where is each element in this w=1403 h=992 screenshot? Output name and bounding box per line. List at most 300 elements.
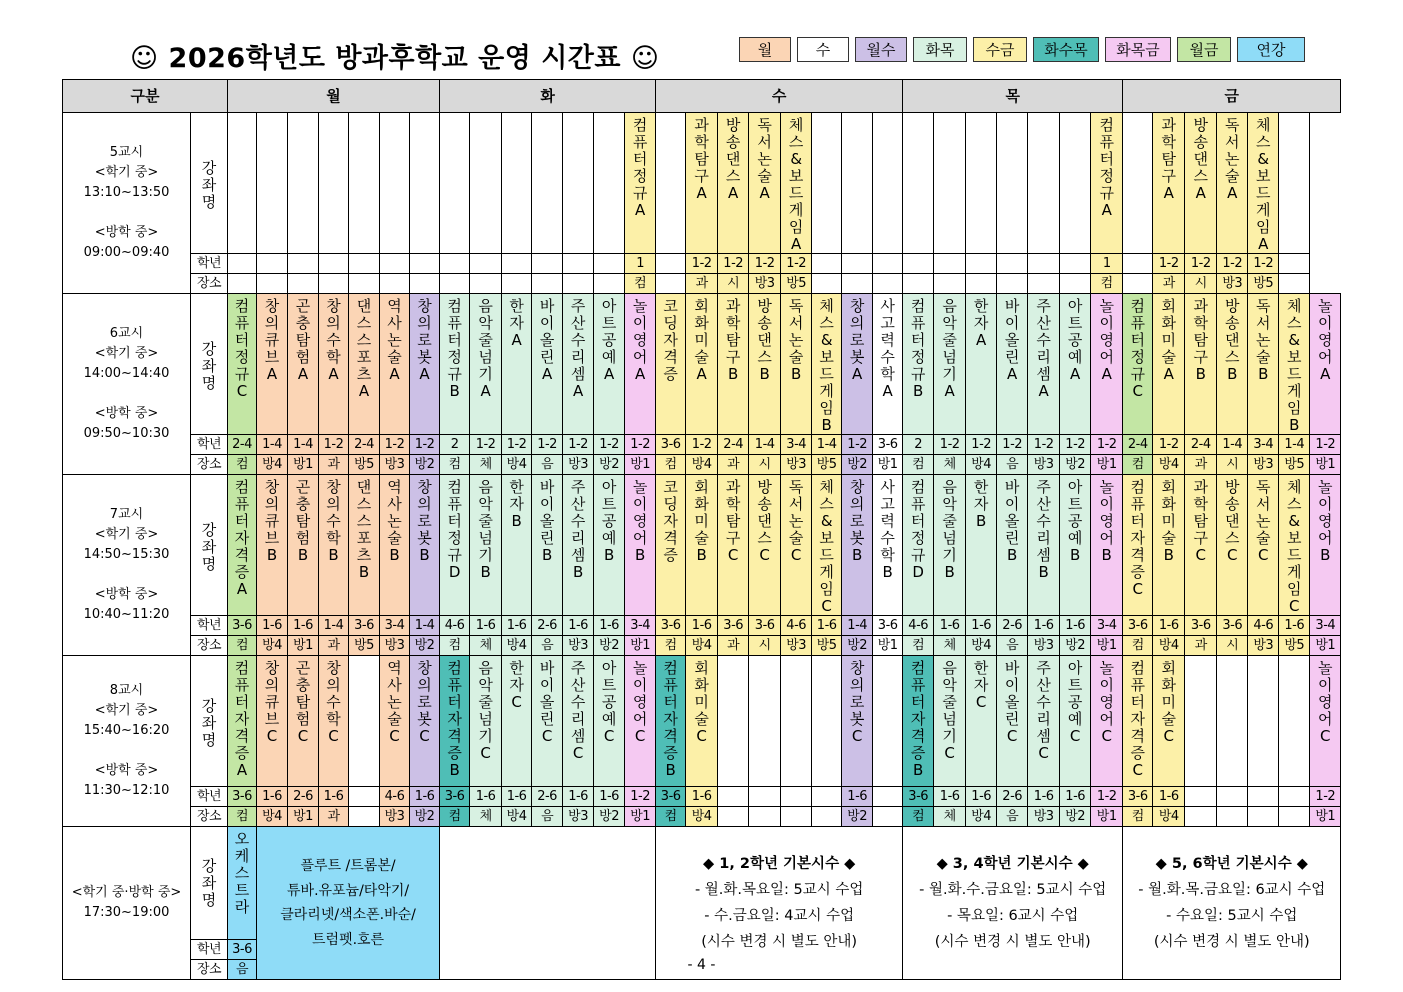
course-name-cell bbox=[718, 113, 749, 254]
course-name: 음악줄넘기B bbox=[942, 478, 957, 581]
course-name-label bbox=[191, 113, 228, 254]
course-grade bbox=[563, 254, 594, 274]
course-name-cell bbox=[319, 294, 349, 435]
course-name-cell bbox=[532, 475, 563, 616]
course-grade: 4-6 bbox=[440, 616, 470, 636]
course-name-cell bbox=[1185, 113, 1217, 254]
course-name: 창의로봇B bbox=[849, 478, 865, 564]
course-name-cell bbox=[532, 294, 563, 435]
period-label-term2: <방학 중> bbox=[94, 225, 159, 241]
course-place: 방4 bbox=[966, 636, 997, 656]
course-name-cell bbox=[410, 294, 440, 435]
course-place: 음 bbox=[997, 807, 1028, 827]
period-place-row bbox=[63, 807, 1341, 827]
course-grade: 3-4 bbox=[625, 616, 656, 636]
course-name-cell bbox=[1248, 113, 1279, 254]
course-grade: 3-6 bbox=[656, 435, 686, 455]
course-place: 체 bbox=[934, 455, 966, 475]
course-name: 체스&보드게임B bbox=[1287, 297, 1302, 434]
course-place: 컴 bbox=[1091, 274, 1123, 294]
course-name-cell bbox=[934, 294, 966, 435]
course-place: 음 bbox=[532, 455, 563, 475]
evening-period-label-text: <학기 중·방학 중> 17:30~19:00 bbox=[71, 884, 182, 920]
course-place: 과 bbox=[718, 636, 749, 656]
course-name-cell bbox=[1123, 113, 1153, 254]
notice-title: ◆ 3, 4학년 기본시수 ◆ bbox=[936, 856, 1089, 872]
course-place: 체 bbox=[470, 807, 502, 827]
course-name: 컴퓨터자격증C bbox=[1130, 659, 1145, 779]
course-name: 사고력수학A bbox=[880, 297, 895, 400]
course-grade: 1-2 bbox=[1153, 435, 1185, 455]
course-name-cell bbox=[349, 475, 380, 616]
course-name: 체스&보드게임B bbox=[819, 297, 834, 434]
course-grade: 1-2 bbox=[1248, 254, 1279, 274]
course-place: 과 bbox=[686, 274, 718, 294]
course-place: 방1 bbox=[1091, 455, 1123, 475]
course-grade: 1-2 bbox=[781, 254, 812, 274]
course-name-cell bbox=[410, 475, 440, 616]
course-name-cell bbox=[1153, 475, 1185, 616]
course-grade bbox=[1279, 787, 1310, 807]
course-place: 방1 bbox=[873, 636, 903, 656]
course-name-cell bbox=[502, 475, 532, 616]
course-name-cell bbox=[1185, 656, 1217, 787]
course-name: 창의로봇C bbox=[849, 659, 865, 745]
course-grade bbox=[873, 787, 903, 807]
course-name-cell bbox=[440, 294, 470, 435]
legend-item: 수 bbox=[797, 37, 849, 62]
course-name: 바이올린A bbox=[539, 297, 555, 383]
course-name-cell bbox=[1060, 294, 1091, 435]
course-grade: 1 bbox=[625, 254, 656, 274]
course-place: 방4 bbox=[686, 455, 718, 475]
course-name: 곤충탐험B bbox=[295, 478, 311, 564]
course-name: 한자C bbox=[973, 659, 989, 711]
header-row bbox=[63, 80, 1341, 113]
course-name-cell bbox=[228, 113, 257, 254]
course-name-cell bbox=[656, 656, 686, 787]
course-name-label-text: 강좌명 bbox=[201, 696, 217, 749]
course-name: 창의큐브B bbox=[264, 478, 280, 564]
course-place bbox=[873, 274, 903, 294]
course-grade bbox=[349, 254, 380, 274]
course-grade bbox=[1279, 254, 1310, 274]
course-name-cell bbox=[1123, 475, 1153, 616]
course-place: 컴 bbox=[903, 455, 934, 475]
course-grade: 1-2 bbox=[1060, 435, 1091, 455]
course-name: 곤충탐험C bbox=[295, 659, 311, 745]
course-place: 방2 bbox=[1060, 455, 1091, 475]
course-grade: 1-2 bbox=[532, 435, 563, 455]
course-place: 음 bbox=[228, 960, 257, 980]
course-grade bbox=[349, 787, 380, 807]
course-grade bbox=[380, 254, 410, 274]
course-name-cell bbox=[966, 113, 997, 254]
course-grade bbox=[594, 254, 625, 274]
course-place: 체 bbox=[934, 636, 966, 656]
course-place: 방4 bbox=[502, 636, 532, 656]
course-place: 시 bbox=[1217, 636, 1248, 656]
course-grade: 1-2 bbox=[1091, 787, 1123, 807]
course-grade: 1-2 bbox=[934, 435, 966, 455]
course-name: 창의수학A bbox=[326, 297, 341, 383]
course-place: 음 bbox=[997, 636, 1028, 656]
course-place: 방3 bbox=[1217, 274, 1248, 294]
course-name: 아트공예A bbox=[1067, 297, 1083, 383]
period-label-name: 5교시 bbox=[109, 144, 144, 160]
course-place: 컴 bbox=[656, 807, 686, 827]
course-grade: 1 bbox=[1091, 254, 1123, 274]
course-place: 방2 bbox=[1060, 636, 1091, 656]
course-place: 방4 bbox=[257, 807, 288, 827]
course-grade: 2-6 bbox=[997, 787, 1028, 807]
course-name-cell bbox=[656, 113, 686, 254]
course-grade: 1-2 bbox=[594, 435, 625, 455]
course-grade: 1-2 bbox=[686, 254, 718, 274]
course-name-cell bbox=[257, 294, 288, 435]
course-name-cell bbox=[563, 294, 594, 435]
course-name-cell bbox=[1248, 294, 1279, 435]
course-name-cell bbox=[502, 294, 532, 435]
course-name-label bbox=[191, 475, 228, 616]
course-name: 곤충탐험A bbox=[295, 297, 311, 383]
course-name-cell bbox=[470, 656, 502, 787]
course-name: 사고력수학B bbox=[880, 478, 895, 581]
course-name-cell bbox=[1217, 113, 1248, 254]
course-grade bbox=[1185, 787, 1217, 807]
course-grade: 1-4 bbox=[1217, 435, 1248, 455]
course-place: 방3 bbox=[380, 636, 410, 656]
course-grade bbox=[1248, 787, 1279, 807]
course-name: 한자A bbox=[973, 297, 989, 349]
course-name-cell bbox=[349, 656, 380, 787]
course-place: 방4 bbox=[686, 636, 718, 656]
course-name-cell bbox=[319, 656, 349, 787]
course-grade: 1-6 bbox=[470, 787, 502, 807]
course-name: 한자C bbox=[509, 659, 524, 711]
course-place bbox=[470, 274, 502, 294]
course-grade: 1-2 bbox=[966, 435, 997, 455]
course-name-label-text: 강좌명 bbox=[201, 339, 217, 392]
course-grade: 3-6 bbox=[349, 616, 380, 636]
course-name-cell bbox=[349, 294, 380, 435]
course-name-cell bbox=[842, 475, 873, 616]
course-name-cell bbox=[257, 113, 288, 254]
course-grade: 4-6 bbox=[781, 616, 812, 636]
course-name-cell bbox=[594, 113, 625, 254]
course-name-cell bbox=[873, 113, 903, 254]
course-grade: 3-6 bbox=[718, 616, 749, 636]
course-place: 체 bbox=[934, 807, 966, 827]
course-name-cell bbox=[1123, 294, 1153, 435]
course-grade: 1-2 bbox=[625, 787, 656, 807]
course-name: 체스&보드게임C bbox=[819, 478, 834, 615]
course-name: 독서논술A bbox=[757, 116, 772, 202]
course-name-cell bbox=[257, 656, 288, 787]
course-place: 방3 bbox=[380, 807, 410, 827]
course-grade: 1-2 bbox=[319, 435, 349, 455]
course-name: 음악줄넘기C bbox=[478, 659, 493, 762]
course-grade bbox=[903, 254, 934, 274]
course-name: 컴퓨터자격증B bbox=[447, 659, 462, 779]
course-name-cell bbox=[656, 475, 686, 616]
course-grade: 3-6 bbox=[440, 787, 470, 807]
course-name-cell bbox=[1217, 294, 1248, 435]
course-name-cell bbox=[873, 475, 903, 616]
course-name: 창의로봇C bbox=[417, 659, 432, 745]
course-grade bbox=[781, 787, 812, 807]
course-name: 독서논술C bbox=[788, 478, 804, 564]
notice-line: - 수.금요일: 4교시 수업 bbox=[704, 908, 855, 924]
course-grade: 1-6 bbox=[1028, 616, 1060, 636]
course-place bbox=[563, 274, 594, 294]
course-name-cell bbox=[1217, 475, 1248, 616]
course-grade bbox=[656, 254, 686, 274]
period-label bbox=[63, 475, 191, 656]
course-place: 컴 bbox=[440, 807, 470, 827]
course-name: 댄스스포츠A bbox=[356, 297, 372, 400]
notice-title: ◆ 1, 2학년 기본시수 ◆ bbox=[703, 856, 856, 872]
course-place: 과 bbox=[319, 636, 349, 656]
course-name: 아트공예A bbox=[601, 297, 617, 383]
header-day: 목 bbox=[903, 80, 1123, 113]
course-name: 과학탐구C bbox=[725, 478, 741, 564]
course-name-cell bbox=[1310, 656, 1341, 787]
course-name: 역사논술A bbox=[387, 297, 402, 383]
course-name: 놀이영어A bbox=[1099, 297, 1114, 383]
course-name: 놀이영어B bbox=[1318, 478, 1333, 564]
course-grade: 3-6 bbox=[228, 940, 257, 960]
course-place: 과 bbox=[1185, 636, 1217, 656]
course-place: 방1 bbox=[625, 807, 656, 827]
period-grade-row bbox=[63, 435, 1341, 455]
course-name: 과학탐구A bbox=[1161, 116, 1176, 202]
course-name-cell bbox=[842, 656, 873, 787]
notice-line: - 수요일: 5교시 수업 bbox=[1166, 908, 1298, 924]
course-place bbox=[966, 274, 997, 294]
course-place: 컴 bbox=[440, 455, 470, 475]
course-place: 방4 bbox=[1153, 455, 1185, 475]
course-name-cell bbox=[625, 113, 656, 254]
course-grade: 3-6 bbox=[1123, 616, 1153, 636]
course-grade bbox=[749, 787, 781, 807]
course-place: 과 bbox=[718, 455, 749, 475]
course-place bbox=[349, 274, 380, 294]
course-name-cell bbox=[1028, 656, 1060, 787]
course-name-cell bbox=[1185, 294, 1217, 435]
header-day: 화 bbox=[440, 80, 656, 113]
course-grade: 3-4 bbox=[1248, 435, 1279, 455]
course-grade: 1-2 bbox=[997, 435, 1028, 455]
course-name-cell bbox=[470, 113, 502, 254]
course-grade: 1-6 bbox=[1153, 616, 1185, 636]
course-name-cell bbox=[903, 475, 934, 616]
orchestra-instruments-text: 플루트 /트롬본/ 튜바.유포늄/타악기/ 클라리넷/색소폰.바순/ 트럼펫.호른 bbox=[280, 858, 416, 948]
course-place bbox=[228, 274, 257, 294]
course-place bbox=[1028, 274, 1060, 294]
course-place: 과 bbox=[319, 455, 349, 475]
course-name-cell bbox=[1153, 113, 1185, 254]
course-place: 시 bbox=[749, 636, 781, 656]
course-name-cell bbox=[228, 294, 257, 435]
course-name-cell bbox=[1123, 656, 1153, 787]
course-name-cell bbox=[997, 656, 1028, 787]
course-grade: 3-6 bbox=[656, 616, 686, 636]
period-label-time1: 15:40~16:20 bbox=[83, 722, 170, 738]
course-name-cell bbox=[966, 475, 997, 616]
period-label-term2: <방학 중> bbox=[94, 763, 159, 779]
course-grade bbox=[532, 254, 563, 274]
course-name-cell bbox=[656, 294, 686, 435]
course-name: 창의수학B bbox=[326, 478, 341, 564]
course-grade: 2-4 bbox=[718, 435, 749, 455]
course-grade: 1-6 bbox=[563, 787, 594, 807]
course-place: 방4 bbox=[257, 455, 288, 475]
course-grade: 1-6 bbox=[1060, 787, 1091, 807]
course-name-cell bbox=[934, 113, 966, 254]
course-grade: 1-2 bbox=[1028, 435, 1060, 455]
course-name-cell bbox=[934, 656, 966, 787]
notice-title: ◆ 5, 6학년 기본시수 ◆ bbox=[1155, 856, 1308, 872]
course-place: 방4 bbox=[966, 455, 997, 475]
course-place: 음 bbox=[997, 455, 1028, 475]
course-grade: 3-6 bbox=[228, 787, 257, 807]
course-name: 한자B bbox=[509, 478, 524, 530]
course-grade bbox=[1060, 254, 1091, 274]
course-place: 음 bbox=[532, 636, 563, 656]
course-place bbox=[1185, 807, 1217, 827]
course-name-cell bbox=[380, 475, 410, 616]
course-grade: 1-4 bbox=[749, 435, 781, 455]
course-grade: 2-4 bbox=[1123, 435, 1153, 455]
course-name: 독서논술B bbox=[788, 297, 804, 383]
course-name-cell bbox=[440, 113, 470, 254]
header-day: 월 bbox=[228, 80, 440, 113]
course-grade: 1-6 bbox=[410, 787, 440, 807]
course-grade: 1-4 bbox=[257, 435, 288, 455]
legend-item: 수금 bbox=[973, 37, 1027, 62]
course-grade bbox=[718, 787, 749, 807]
course-name: 컴퓨터자격증A bbox=[234, 478, 250, 598]
place-label: 장소 bbox=[191, 960, 228, 980]
course-name-cell bbox=[563, 656, 594, 787]
course-place bbox=[749, 807, 781, 827]
course-name-cell bbox=[686, 475, 718, 616]
period-label-time1: 14:50~15:30 bbox=[83, 546, 170, 562]
course-grade: 1-6 bbox=[288, 616, 319, 636]
course-grade: 1-2 bbox=[1091, 435, 1123, 455]
legend-item: 월수 bbox=[855, 37, 907, 62]
course-name: 방송댄스A bbox=[1193, 116, 1208, 202]
notice-line: - 월.화.수.금요일: 5교시 수업 bbox=[919, 882, 1107, 898]
course-name: 컴퓨터정규D bbox=[447, 478, 462, 581]
course-name: 역사논술B bbox=[387, 478, 402, 564]
course-name: 코딩자격증 bbox=[663, 478, 678, 564]
course-place bbox=[781, 807, 812, 827]
course-place bbox=[410, 274, 440, 294]
course-grade: 1-6 bbox=[502, 616, 532, 636]
course-grade: 1-2 bbox=[470, 435, 502, 455]
course-grade: 2-6 bbox=[288, 787, 319, 807]
course-grade: 1-2 bbox=[842, 435, 873, 455]
course-name-cell bbox=[228, 656, 257, 787]
course-name: 아트공예C bbox=[1067, 659, 1083, 745]
course-name: 컴퓨터정규C bbox=[234, 297, 250, 400]
period-label bbox=[63, 294, 191, 475]
course-name: 컴퓨터정규B bbox=[447, 297, 462, 400]
course-name: 한자A bbox=[509, 297, 524, 349]
course-grade: 1-2 bbox=[1310, 787, 1341, 807]
course-place: 컴 bbox=[1123, 636, 1153, 656]
course-grade: 2-6 bbox=[532, 616, 563, 636]
legend-item: 화목금 bbox=[1105, 37, 1171, 62]
course-name: 컴퓨터정규C bbox=[1130, 297, 1145, 400]
course-grade: 1-2 bbox=[1310, 435, 1341, 455]
place-label: 장소 bbox=[191, 636, 228, 656]
course-grade bbox=[257, 254, 288, 274]
course-place: 방2 bbox=[594, 455, 625, 475]
course-name: 댄스스포츠B bbox=[356, 478, 372, 581]
period-course-row bbox=[63, 475, 1341, 616]
course-place bbox=[873, 807, 903, 827]
course-place bbox=[1279, 807, 1310, 827]
course-name-cell bbox=[812, 113, 842, 254]
course-place: 시 bbox=[1217, 455, 1248, 475]
course-place: 방3 bbox=[1028, 807, 1060, 827]
course-name-cell bbox=[1185, 475, 1217, 616]
course-place: 방4 bbox=[257, 636, 288, 656]
course-place bbox=[812, 274, 842, 294]
course-name: 회화미술B bbox=[694, 478, 709, 564]
course-name-cell bbox=[288, 294, 319, 435]
course-place: 방1 bbox=[625, 455, 656, 475]
header-gubun: 구분 bbox=[63, 80, 228, 113]
course-place bbox=[903, 274, 934, 294]
course-name-cell bbox=[873, 656, 903, 787]
course-grade: 1-2 bbox=[749, 254, 781, 274]
course-name: 컴퓨터자격증C bbox=[1130, 478, 1145, 598]
course-name-cell bbox=[1248, 475, 1279, 616]
course-place: 음 bbox=[532, 807, 563, 827]
period-label-term2: <방학 중> bbox=[94, 406, 159, 422]
course-grade: 1-6 bbox=[812, 616, 842, 636]
place-label: 장소 bbox=[191, 455, 228, 475]
course-place: 방2 bbox=[410, 455, 440, 475]
period-label-time1: 14:00~14:40 bbox=[83, 365, 170, 381]
course-grade bbox=[812, 254, 842, 274]
course-name-cell bbox=[934, 475, 966, 616]
course-name-cell bbox=[842, 113, 873, 254]
course-grade: 1-6 bbox=[319, 787, 349, 807]
course-grade: 3-4 bbox=[380, 616, 410, 636]
grade-label: 학년 bbox=[191, 940, 228, 960]
course-place: 방2 bbox=[1060, 807, 1091, 827]
period-label-term1: <학기 중> bbox=[94, 526, 159, 542]
course-name-label-text: 강좌명 bbox=[201, 520, 217, 573]
course-place: 방1 bbox=[625, 636, 656, 656]
course-grade: 1-2 bbox=[1185, 254, 1217, 274]
course-name-cell bbox=[228, 475, 257, 616]
legend-item: 월 bbox=[739, 37, 791, 62]
course-name-cell bbox=[410, 656, 440, 787]
course-grade bbox=[934, 254, 966, 274]
course-place bbox=[257, 274, 288, 294]
course-place: 방2 bbox=[410, 636, 440, 656]
course-place bbox=[934, 274, 966, 294]
course-place: 방1 bbox=[288, 807, 319, 827]
course-name: 바이올린A bbox=[1004, 297, 1020, 383]
course-name: 주산수리셈C bbox=[570, 659, 586, 762]
